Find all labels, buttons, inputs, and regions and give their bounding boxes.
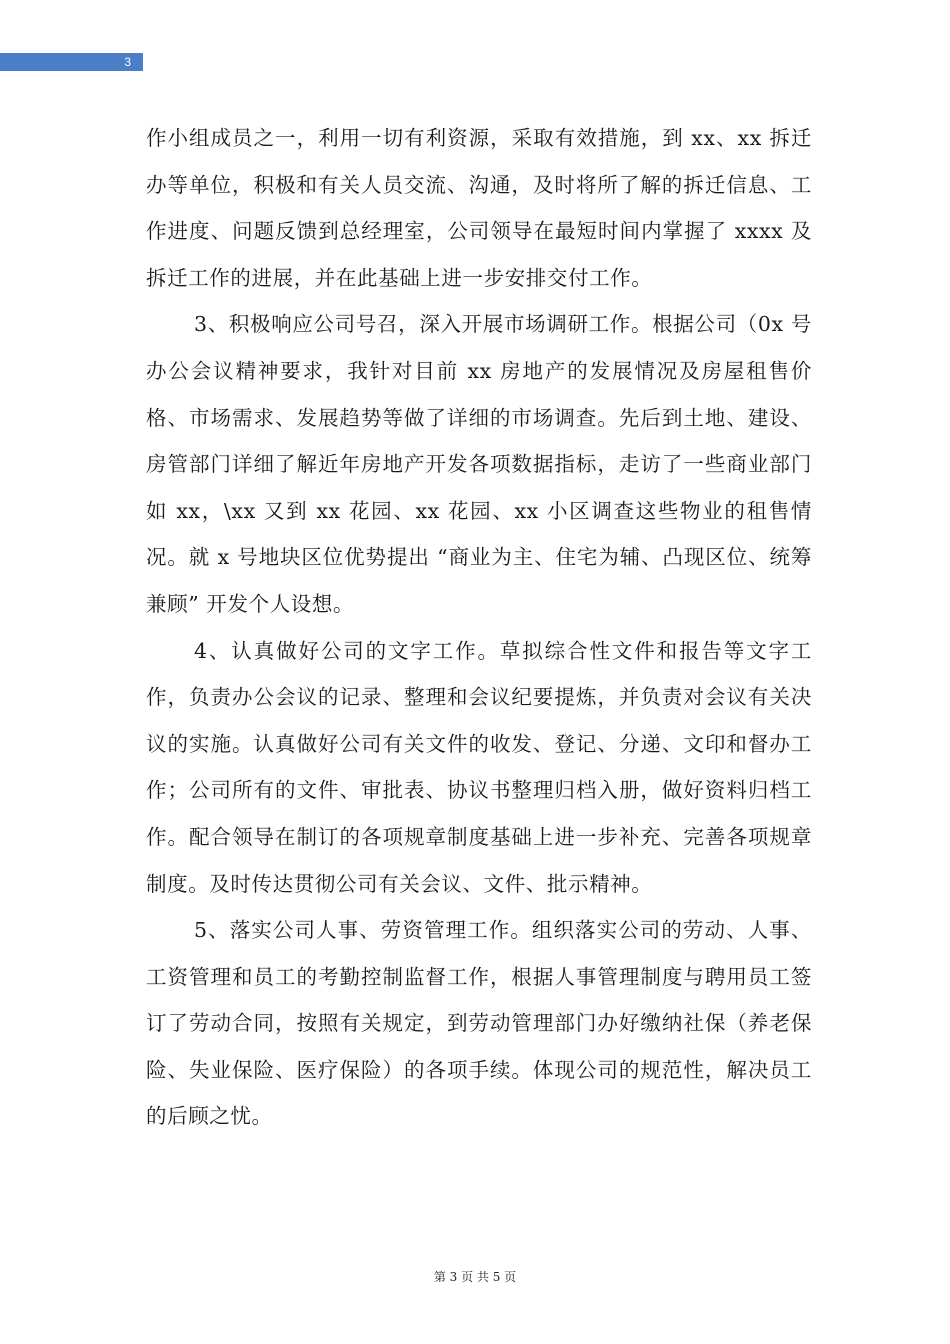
page-footer: 第 3 页 共 5 页 xyxy=(433,1270,517,1284)
paragraph-personnel-management: 5、落实公司人事、劳资管理工作。组织落实公司的劳动、人事、工资管理和员工的考勤控制监督工作，根据人事管理制度与聘用员工签订了劳动合同，按照有关规定，到劳动管理部门办好缴纳社保（养老保险、失业保险、医疗保险）的各项手续。体现公司的规范性，解决员工的后顾之忧。 xyxy=(146,918,812,1129)
page-number-tab xyxy=(0,53,143,71)
paragraph-market-research: 3、积极响应公司号召，深入开展市场调研工作。根据公司（0x 号办公会议精神要求，我针对目前 xx 房地产的发展情况及房屋租售价格、市场需求、发展趋势等做了详细的市场调查。先后到土地、建设、房管部门详细了解近年房地产开发各项数据指标，走访了一些商业部门如 xx，\xx 又到 xx 花园、xx 花园、xx 小区调查这些物业的租售情况。就 x 号地块区位优势提出 “商业为主、住宅为辅、凸现区位、统筹兼顾” 开发个人设想。 xyxy=(146,312,812,616)
paragraph-continued: 作小组成员之一，利用一切有利资源，采取有效措施，到 xx、xx 拆迁办等单位，积极和有关人员交流、沟通，及时将所了解的拆迁信息、工作进度、问题反馈到总经理室，公司领导在最短时间内掌握了 xxxx 及拆迁工作的进展，并在此基础上进一步安排交付工作。 xyxy=(146,126,812,290)
document-body xyxy=(146,115,812,1140)
paragraph-document-work: 4、认真做好公司的文字工作。草拟综合性文件和报告等文字工作，负责办公会议的记录、整理和会议纪要提炼，并负责对会议有关决议的实施。认真做好公司有关文件的收发、登记、分递、文印和督办工作；公司所有的文件、审批表、协议书整理归档入册，做好资料归档工作。配合领导在制订的各项规章制度基础上进一步补充、完善各项规章制度。及时传达贯彻公司有关会议、文件、批示精神。 xyxy=(146,638,812,896)
page-number-label: 3 xyxy=(124,55,131,69)
